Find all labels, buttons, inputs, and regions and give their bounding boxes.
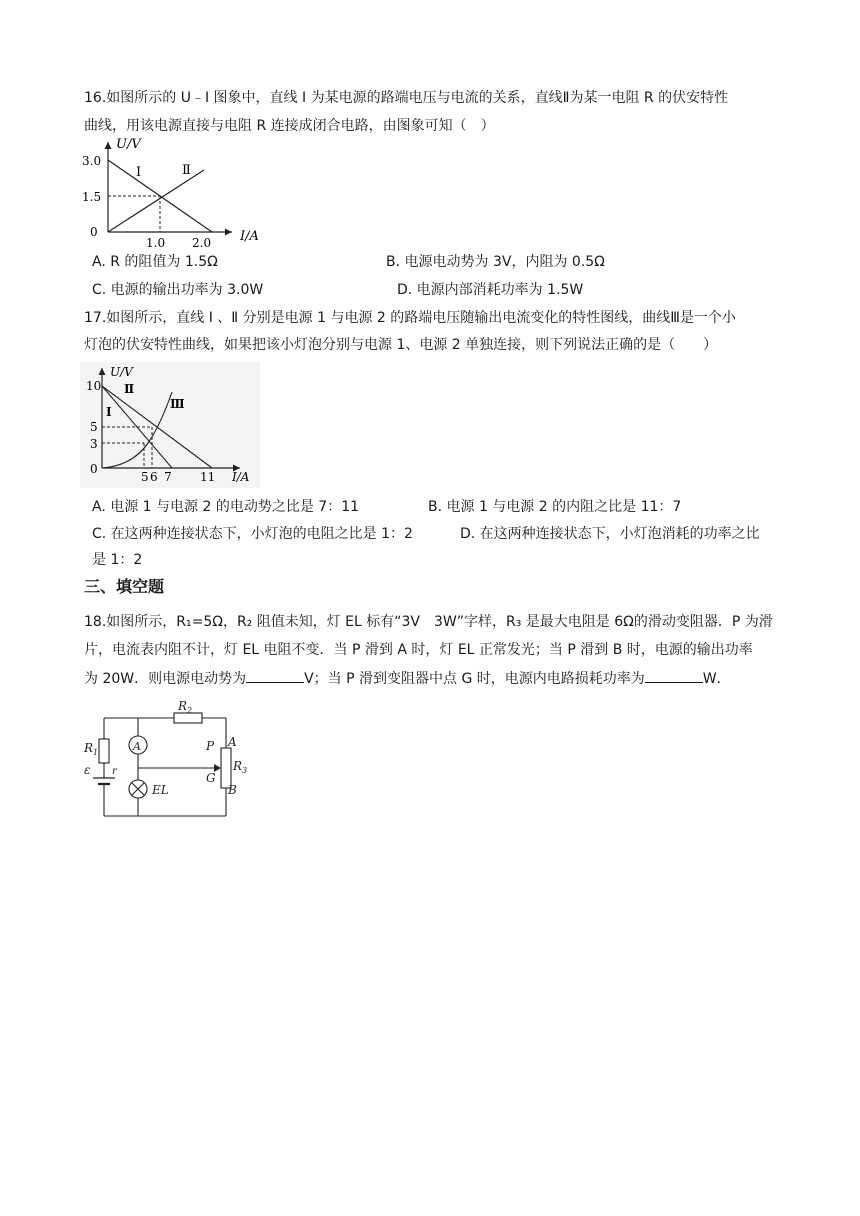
- q18-label-r: r: [112, 766, 117, 777]
- q18-label-lamp: EL: [152, 783, 169, 797]
- q16-xtick-1: 1.0: [146, 236, 166, 250]
- q18-circuit-diagram: [80, 698, 260, 822]
- q17-label-ii: Ⅱ: [124, 382, 135, 396]
- q17-ui-graph: [80, 362, 260, 488]
- q18-label-emf: ε: [84, 763, 91, 777]
- q18-text-line3: [84, 668, 731, 689]
- q17-text-line2: 灯泡的伏安特性曲线，如果把该小灯泡分别与电源 1、电源 2 单独连接，则下列说法正确的是（ ）: [84, 337, 718, 353]
- q18-text-line2: 片，电流表内阻不计，灯 EL 电阻不变．当 P 滑到 A 时，灯 EL 正常发光；当 P 滑到 B 时，电源的输出功率: [84, 642, 753, 658]
- q17-ytick-10: 10: [86, 379, 102, 393]
- q18-label-b: B: [228, 783, 237, 797]
- q18-label-p: P: [206, 739, 215, 753]
- q18-label-r2: $R_2$: [178, 699, 193, 715]
- q16-text-line1: 16.如图所示的 U﹣I 图象中，直线 I 为某电源的路端电压与电流的关系，直线Ⅱ为某一电阻 R 的伏安特性: [84, 90, 729, 106]
- q18-label-r1: $R_1$: [84, 741, 99, 757]
- q18-label-g: G: [206, 771, 216, 785]
- q16-option-b: B. 电源电动势为 3V，内阻为 0.5Ω: [386, 254, 605, 270]
- q18-label-r3: $R_3$: [233, 759, 248, 775]
- q18-text-line1: 18.如图所示，R₁=5Ω，R₂ 阻值未知，灯 EL 标有“3V 3W”字样，R₃ 是最大电阻是 6Ω的滑动变阻器．P 为滑: [84, 614, 773, 630]
- q18-blank-1[interactable]: [246, 668, 304, 683]
- q17-ytick-5: 5: [90, 420, 98, 434]
- q16-ytick-0: 0: [90, 225, 98, 239]
- q17-option-d: D. 在这两种连接状态下，小灯泡消耗的功率之比: [460, 526, 760, 542]
- q16-option-a: A. R 的阻值为 1.5Ω: [92, 254, 218, 270]
- q18-resistor-r1: [99, 739, 109, 763]
- q18-text-line3-a: 为 20W．则电源电动势为: [84, 671, 247, 687]
- q17-text-line1: 17.如图所示，直线 Ⅰ 、Ⅱ 分别是电源 1 与电源 2 的路端电压随输出电流变化的特性图线，曲线Ⅲ是一个小: [84, 310, 736, 326]
- q16-ytick-3: 3.0: [82, 154, 102, 168]
- q18-blank-2[interactable]: [645, 668, 703, 683]
- q17-xtick-5: 5: [141, 470, 149, 484]
- q16-line-ii: [108, 170, 204, 232]
- q18-resistor-r3: [221, 748, 231, 788]
- q16-ylabel: U/V: [116, 137, 141, 152]
- q17-xtick-11: 11: [200, 470, 216, 484]
- q16-label-ii: Ⅱ: [182, 163, 191, 178]
- q17-ytick-3: 3: [90, 437, 98, 451]
- q16-label-i: I: [136, 165, 142, 180]
- q17-label-i: Ⅰ: [106, 405, 112, 419]
- q16-option-c: C. 电源的输出功率为 3.0W: [92, 282, 264, 298]
- q18-label-a: A: [228, 735, 237, 749]
- q17-xlabel: I/A: [232, 470, 250, 484]
- q18-label-ammeter: A: [133, 740, 141, 753]
- q16-text-line2: 曲线，用该电源直接与电阻 R 连接成闭合电路，由图象可知（ ）: [84, 118, 495, 134]
- q16-xlabel: I/A: [240, 229, 259, 244]
- q16-xtick-2: 2.0: [192, 236, 212, 250]
- q16-option-d: D. 电源内部消耗功率为 1.5W: [397, 282, 584, 298]
- q17-xtick-6: 6: [150, 470, 158, 484]
- q17-xtick-7: 7: [164, 470, 172, 484]
- section-title: 三、填空题: [84, 577, 165, 596]
- q17-ylabel: U/V: [110, 365, 133, 379]
- q17-option-a: A. 电源 1 与电源 2 的电动势之比是 7：11: [92, 499, 360, 515]
- q17-option-c: C. 在这两种连接状态下，小灯泡的电阻之比是 1：2: [92, 526, 413, 542]
- q17-option-d-cont: 是 1：2: [92, 552, 143, 568]
- q16-ui-graph: [80, 136, 270, 250]
- q17-option-b: B. 电源 1 与电源 2 的内阻之比是 11：7: [428, 499, 682, 515]
- q18-text-line3-c: W．: [702, 671, 731, 687]
- q17-ytick-0: 0: [90, 462, 98, 476]
- q18-text-line3-b: V；当 P 滑到变阻器中点 G 时，电源内电路损耗功率为: [304, 671, 645, 687]
- q16-ytick-1_5: 1.5: [82, 190, 102, 204]
- q17-label-iii: Ⅲ: [170, 397, 185, 411]
